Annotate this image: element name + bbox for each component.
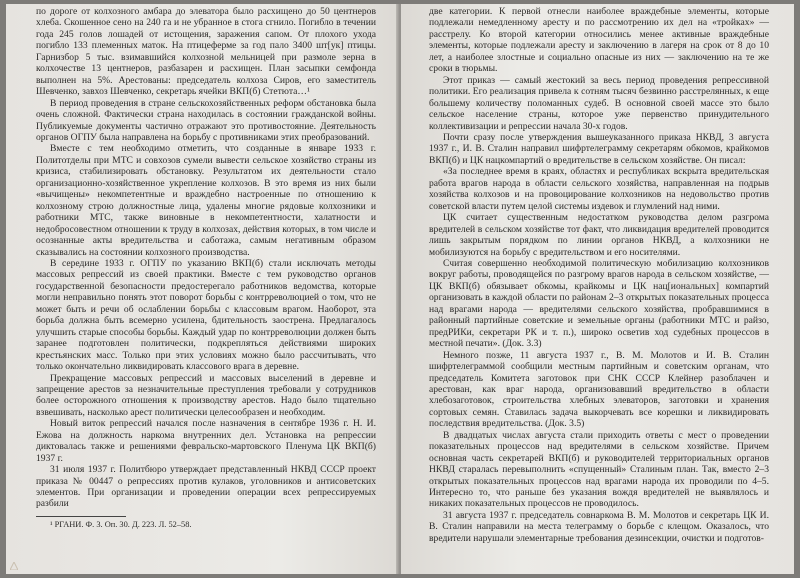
book-spread [6,4,794,574]
left-paragraph-1: по дороге от колхозного амбара до элеватора было расхищено до 50 центнеров хлеба. Скошенное сено на 240 га и не убранное в стога сгнило. Погибло в течении года 245 голов лошадей от истощения, заражения сапом. От плохого ухода погибло 133 племенных маток. На птицеферме за год пало 3400 шт[ук] птицы. Гарнизбор 5 тыс. взимавшийся колхозной мельницей при размоле зерна в колхочестве 13 центнеров, разбазарен и расхищен. План засыпки семфонда выполнен на 5%. Арестованы: председатель колхоза Сиров, его заместитель Шевченко, завхоз Шевченко, секретарь ячейки ВКП(б) Стетюта…¹ [36,6,376,98]
right-paragraph-6: Считая совершенно необходимой политическую мобилизацию колхозников вокруг работы, проводящейся по разгрому врагов народа в сельском хозяйстве, — ЦК ВКП(б) обязывает обкомы, крайкомы и ЦК нац[иональных] компартий организовать в каждой области по районам 2–3 открытых показательных процесса над врагами народа — вредителями сельского хозяйства, пробравшимися в районный партийные советские и земельные органы (работники МТС и райзо, предРИКи, секретари РК и т. п.), широко осветив ход судебных процессов в местной печати». (Док. 3.3) [429,257,769,350]
right-paragraph-8: В двадцатых числах августа стали приходить ответы с мест о проведении показательных процессов над вредителями в сельском хозяйстве. Причем основная часть секретарей ВКП(б) и руководителей территориальных органов НКВД старалась перевыполнить «спущенный» Сталиным план. Так, вместо 2–3 открытых показательных процессов над врагами народа их проводили по 4–5. Интересно то, что раньше без указания вождя вредителей не выявлялось и никаких показательных процессов не проводилось. [429,429,769,510]
right-paragraph-3: Почти сразу после утверждения вышеуказанного приказа НКВД, 3 августа 1937 г., И. В. Сталин направил шифртелеграмму секретарям обкомов, крайкомов ВКП(б) и ЦК нацкомпартий о вредительстве в сельском хозяйстве. Он писал: [429,131,769,166]
right-page-text [429,6,769,544]
left-paragraph-6: Новый виток репрессий начался после назначения в сентябре 1936 г. Н. И. Ежова на должность наркома внутренних дел. Установка на репрессии диктовалась также и решениями февральско-мартовского Пленума ЦК ВКП(б) 1937 г. [36,418,376,464]
left-paragraph-4: В середине 1933 г. ОГПУ по указанию ВКП(б) стали исключать методы массовых репрессий из своей практики. Вместе с тем руководство органов государственной безопасности предостерегало работников ведомства, которые могли неправильно понять этот поворот борьбы с контрреволюцией о том, что не может быть и речи об ослаблении борьбы с классовым врагом. Наоборот, эта борьба должна быть всемерно усилена, бдительность заострена. Предлагалось улучшить старые способы борьбы. Каждый удар по контрреволюции должен быть заранее подготовлен политически, подкрепляться действиями широких крестьянских масс. Только при этих условиях можно было рассчитывать, что только окончательно ликвидировать классового врага в деревне. [36,257,376,373]
right-paragraph-1: две категории. К первой отнесли наиболее враждебные элементы, которые подлежали немедленному аресту и по рассмотрению их дел на «тройках» — расстрелу. Ко второй категории относились менее активные враждебные элементы, которые подлежали аресту и заключению в лагеря на срок от 8 до 10 лет, а наиболее злостные и социально опасные из них — заключению на те же сроки в тюрьмы. [429,6,769,75]
right-page [401,4,794,574]
footnote-divider [36,516,126,517]
corner-triangle-icon [10,562,18,570]
left-paragraph-2: В период проведения в стране сельскохозяйственных реформ обстановка была очень сложной. Фактически страна находилась в состоянии гражданской войны. Публикуемые документы частично отражают это противостояние. Деятельность органов ОГПУ была направлена на борьбу с противниками этих преобразований. [36,97,376,143]
left-paragraph-7: 31 июля 1937 г. Политбюро утверждает представленный НКВД СССР проект приказа № 00447 о репрессиях против кулаков, уголовников и антисоветских элементов. При организации и проведении операции всех репрессируемых разбили [36,464,376,510]
left-paragraph-3: Вместе с тем необходимо отметить, что созданные в январе 1933 г. Политотделы при МТС и совхозов сумели вывести сельское хозяйство страны из кризиса, стабилизировать обстановку. Результатом их деятельности стало организационно-хозяйственное укрепление колхозов. В это время из них были «вычищены» некомпетентные и враждебно настроенные по отношению к колхозному строю должностные лица, удалены многие рядовые колхозники и работники МТС, также виновные в некомпетентности, халатности и недобросовестном отношении к труду в колхозах, действия которых, в том числе и осознанные акты вредительства и саботажа, самым негативным образом сказывались на состоянии колхозного производства. [36,143,376,258]
left-page-text [36,6,376,530]
right-paragraph-9: 31 августа 1937 г. председатель совнаркома В. М. Молотов и секретарь ЦК И. В. Сталин направили на места телеграмму о борьбе с клещом. Оказалось, что вредители нарушали элементарные требования дезинсекции, очистки и подготов- [429,509,769,544]
right-paragraph-7: Немного позже, 11 августа 1937 г., В. М. Молотов и И. В. Сталин шифртелеграммой сообщили местным партийным и советским органам, что председатель Комитета заготовок при СНК СССР Клейнер разоблачен и арестован, как враг народа, организовавший вредительство в области хлебозаготовок, строительства хлебных элеваторов, заготовки и хранения сортовых семян. Ставилась задача выкорчевать все корешки и ликвидировать последствия вредительства. (Док. 3.5) [429,349,769,430]
left-page [6,4,399,574]
right-paragraph-2: Этот приказ — самый жестокий за весь период проведения репрессивной политики. Его реализация привела к сотням тысяч безвинно расстрелянных, к еще большему количеству поломанных судеб. В основной своей массе это было сельское население страны, которое уже первенство принудительного коллективизации и репрессии начала 30-х годов. [429,74,769,132]
left-paragraph-5: Прекращение массовых репрессий и массовых выселений в деревне и запрещение арестов за незначительные преступления требовали у сотрудников более осторожного отношения к производству арестов. Надо было тщательно взвешивать, насколько арест политически целесообразен и необходим. [36,372,376,418]
right-paragraph-4: «За последнее время в краях, областях и республиках вскрыта вредительская работа врагов народа в области сельского хозяйства, направленная на подрыв хозяйства колхозов и на провоцирование колхозников на недовольство против советской власти путем целой системы издевок и глумлений над ними. [429,166,769,212]
footnote: ¹ РГАНИ. Ф. 3. Оп. 30. Д. 223. Л. 52–58. [50,519,192,529]
right-paragraph-5: ЦК считает существенным недостатком руководства делом разгрома вредителей в сельском хозяйстве тот факт, что ликвидация вредителей проводится лишь закрытым порядком по линии органов НКВД, а колхозники не мобилизуются на борьбу с вредительством и его носителями. [429,212,769,258]
